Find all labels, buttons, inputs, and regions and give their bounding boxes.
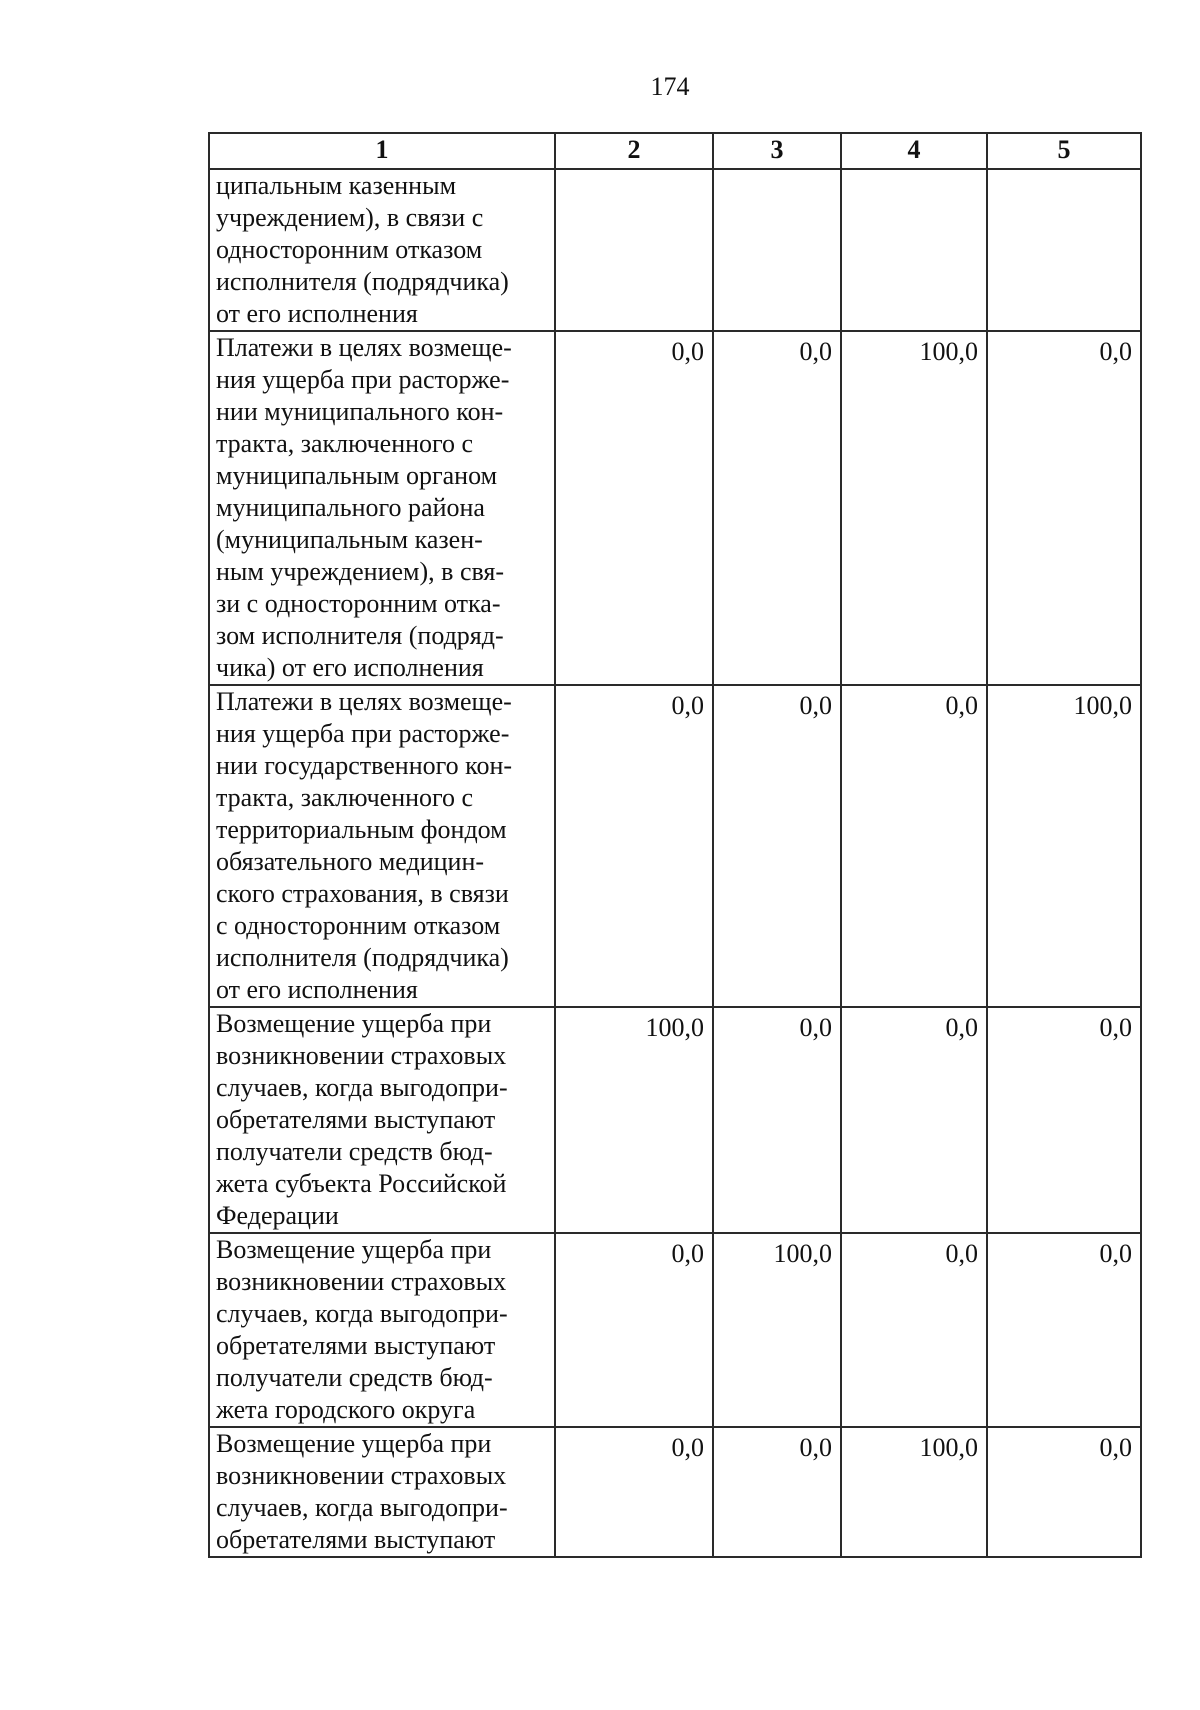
description-line: нии муниципального кон- — [216, 397, 504, 426]
value-cell-col-4: 100,0 — [841, 1427, 987, 1557]
description-line: учреждением), в связи с — [216, 203, 484, 232]
value-cell-col-5: 0,0 — [987, 1233, 1141, 1427]
description-line: обретателями выступают — [216, 1105, 496, 1134]
row-description-cell — [209, 1007, 555, 1233]
description-line: возникновении страховых — [216, 1041, 507, 1070]
description-line: муниципальным органом — [216, 461, 498, 490]
description-line: возникновении страховых — [216, 1267, 507, 1296]
value-cell-col-2 — [555, 169, 713, 331]
value-cell-col-4: 0,0 — [841, 685, 987, 1007]
value-cell-col-5: 100,0 — [987, 685, 1141, 1007]
description-line: тракта, заключенного с — [216, 783, 474, 812]
row-description-cell — [209, 1233, 555, 1427]
header-row — [209, 133, 1141, 169]
description-line: зом исполнителя (подряд- — [216, 621, 504, 650]
value-cell-col-3: 0,0 — [713, 331, 841, 685]
description-line: ципальным казенным — [216, 171, 457, 200]
column-header-5: 5 — [987, 133, 1141, 169]
value-cell-col-3: 100,0 — [713, 1233, 841, 1427]
description-line: (муниципальным казен- — [216, 525, 483, 554]
value-cell-col-3: 0,0 — [713, 1007, 841, 1233]
value-cell-col-5: 0,0 — [987, 1007, 1141, 1233]
column-header-3: 3 — [713, 133, 841, 169]
page-number: 174 — [650, 72, 690, 101]
column-header-2: 2 — [555, 133, 713, 169]
column-header-4: 4 — [841, 133, 987, 169]
description-line: муниципального района — [216, 493, 485, 522]
description-line: получатели средств бюд- — [216, 1137, 493, 1166]
value-cell-col-5: 0,0 — [987, 1427, 1141, 1557]
description-line: случаев, когда выгодопри- — [216, 1073, 508, 1102]
description-line: обязательного медицин- — [216, 847, 485, 876]
value-cell-col-5: 0,0 — [987, 331, 1141, 685]
table-row — [209, 685, 1141, 1007]
table-row — [209, 169, 1141, 331]
description-line: ния ущерба при расторже- — [216, 365, 510, 394]
value-cell-col-2: 0,0 — [555, 685, 713, 1007]
value-cell-col-4 — [841, 169, 987, 331]
table-body — [209, 169, 1141, 1557]
description-line: Возмещение ущерба при — [216, 1009, 492, 1038]
row-description-cell — [209, 331, 555, 685]
value-cell-col-3: 0,0 — [713, 685, 841, 1007]
description-line: обретателями выступают — [216, 1525, 496, 1554]
description-line: ского страхования, в связи — [216, 879, 509, 908]
description-line: ным учреждением), в свя- — [216, 557, 505, 586]
description-line: Платежи в целях возмеще- — [216, 333, 512, 362]
value-cell-col-3: 0,0 — [713, 1427, 841, 1557]
description-line: Возмещение ущерба при — [216, 1235, 492, 1264]
description-line: исполнителя (подрядчика) — [216, 943, 509, 972]
table-row — [209, 331, 1141, 685]
description-line: исполнителя (подрядчика) — [216, 267, 509, 296]
description-line: жета городского округа — [216, 1395, 476, 1424]
description-line: случаев, когда выгодопри- — [216, 1299, 508, 1328]
description-line: односторонним отказом — [216, 235, 483, 264]
value-cell-col-2: 0,0 — [555, 1233, 713, 1427]
description-line: Платежи в целях возмеще- — [216, 687, 512, 716]
description-line: жета субъекта Российской — [216, 1169, 507, 1198]
row-description-cell — [209, 1427, 555, 1557]
data-table — [208, 132, 1142, 1558]
value-cell-col-2: 0,0 — [555, 331, 713, 685]
description-line: территориальным фондом — [216, 815, 507, 844]
description-line: обретателями выступают — [216, 1331, 496, 1360]
description-line: от его исполнения — [216, 975, 418, 1004]
table-row — [209, 1007, 1141, 1233]
description-line: с односторонним отказом — [216, 911, 501, 940]
value-cell-col-2: 0,0 — [555, 1427, 713, 1557]
row-description-cell — [209, 685, 555, 1007]
description-line: Федерации — [216, 1201, 339, 1230]
description-line: нии государственного кон- — [216, 751, 513, 780]
description-line: зи с односторонним отка- — [216, 589, 501, 618]
description-line: Возмещение ущерба при — [216, 1429, 492, 1458]
row-description-cell — [209, 169, 555, 331]
description-line: получатели средств бюд- — [216, 1363, 493, 1392]
description-line: возникновении страховых — [216, 1461, 507, 1490]
value-cell-col-3 — [713, 169, 841, 331]
value-cell-col-5 — [987, 169, 1141, 331]
description-line: от его исполнения — [216, 299, 418, 328]
description-line: случаев, когда выгодопри- — [216, 1493, 508, 1522]
description-line: чика) от его исполнения — [216, 653, 484, 682]
value-cell-col-4: 0,0 — [841, 1233, 987, 1427]
value-cell-col-4: 0,0 — [841, 1007, 987, 1233]
table-row — [209, 1233, 1141, 1427]
description-line: тракта, заключенного с — [216, 429, 474, 458]
value-cell-col-4: 100,0 — [841, 331, 987, 685]
description-line: ния ущерба при расторже- — [216, 719, 510, 748]
table-row — [209, 1427, 1141, 1557]
column-header-1: 1 — [209, 133, 555, 169]
value-cell-col-2: 100,0 — [555, 1007, 713, 1233]
